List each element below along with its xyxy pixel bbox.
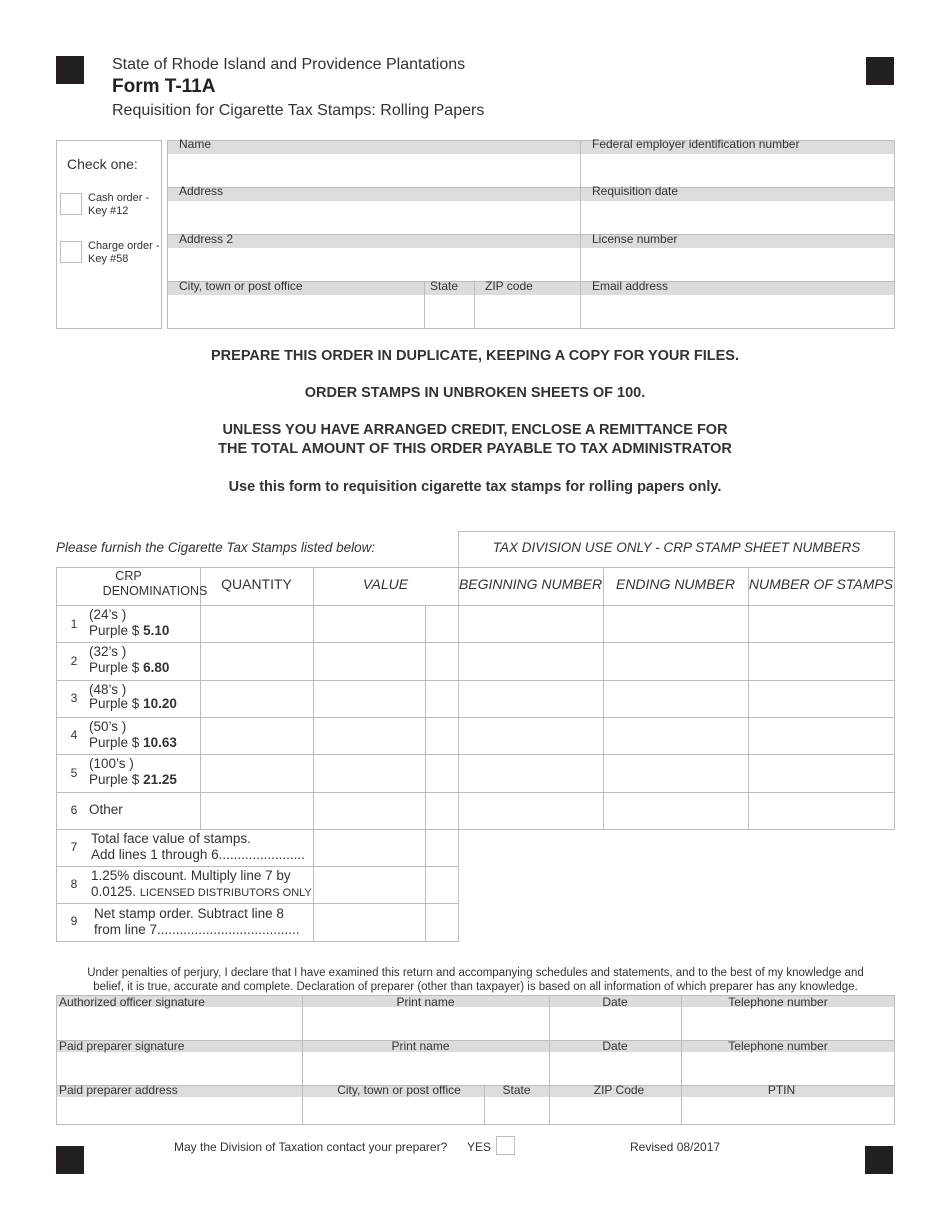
- charge-order-checkbox[interactable]: [60, 241, 82, 263]
- row-3-number: 3: [70, 691, 78, 705]
- row-4-denomination: (50’s ) Purple $ 10.63: [89, 719, 177, 750]
- form-subtitle: Requisition for Cigarette Tax Stamps: Rolling Papers: [112, 102, 485, 119]
- print-name-label-1: Print name: [396, 995, 455, 1009]
- value-col-head: VALUE: [362, 576, 409, 592]
- license-number-label: License number: [592, 232, 678, 246]
- state-label: State: [430, 279, 459, 293]
- state-name: State of Rhode Island and Providence Plantations: [112, 56, 466, 73]
- instruction-remittance-1: UNLESS YOU HAVE ARRANGED CREDIT, ENCLOSE A REMITTANCE FOR: [222, 422, 728, 438]
- preparer-city-field[interactable]: [303, 1098, 483, 1124]
- row-1-quantity-field[interactable]: [201, 606, 312, 642]
- address2-label: Address 2: [179, 232, 234, 246]
- contact-yes-checkbox[interactable]: [496, 1136, 515, 1155]
- zip-field[interactable]: [476, 296, 579, 327]
- contact-yes-label: YES: [467, 1140, 492, 1154]
- contact-preparer-question: May the Division of Taxation contact your preparer?: [174, 1140, 448, 1154]
- registration-mark-top-right: [866, 57, 894, 85]
- beginning-number-col-head: BEGINNING NUMBER: [458, 576, 603, 592]
- row-5-denomination: (100’s ) Purple $ 21.25: [89, 756, 177, 787]
- revised-date: Revised 08/2017: [630, 1140, 721, 1154]
- preparer-print-name-field[interactable]: [303, 1053, 548, 1085]
- email-label: Email address: [592, 279, 669, 293]
- charge-order-label-1: Charge order -: [88, 240, 160, 252]
- fein-label: Federal employer identification number: [592, 137, 800, 151]
- preparer-telephone-field[interactable]: [682, 1053, 894, 1085]
- registration-mark-bottom-right: [865, 1146, 893, 1174]
- row-2-denomination: (32’s ) Purple $ 6.80: [89, 644, 170, 675]
- row-3-value-field[interactable]: [314, 681, 425, 717]
- instruction-sheets: ORDER STAMPS IN UNBROKEN SHEETS OF 100.: [304, 385, 646, 401]
- authorized-telephone-field[interactable]: [682, 1008, 894, 1040]
- paid-preparer-address-label: Paid preparer address: [59, 1083, 178, 1097]
- preparer-zip-field[interactable]: [550, 1098, 680, 1124]
- row-9-label: Net stamp order. Subtract line 8 from line 7......................................: [94, 906, 300, 937]
- registration-mark-top-left: [56, 56, 84, 84]
- crp-col-head-1: CRP: [115, 569, 142, 583]
- row-9-number: 9: [70, 914, 78, 928]
- name-label: Name: [179, 137, 212, 151]
- crp-col-head-2: DENOMINATIONS: [102, 584, 208, 598]
- preparer-ptin-field[interactable]: [682, 1098, 894, 1124]
- date-label-2: Date: [602, 1039, 628, 1053]
- row-4-value-field[interactable]: [314, 718, 425, 754]
- print-name-label-2: Print name: [391, 1039, 450, 1053]
- form-title: Form T-11A: [112, 76, 216, 97]
- row-7-number: 7: [70, 840, 78, 854]
- row-3-denomination: (48’s ) Purple $ 10.20: [89, 682, 177, 711]
- cash-order-checkbox[interactable]: [60, 193, 82, 215]
- address-label: Address: [179, 184, 224, 198]
- address-field[interactable]: [169, 202, 579, 233]
- preparer-date-field[interactable]: [550, 1053, 680, 1085]
- furnish-text: Please furnish the Cigarette Tax Stamps listed below:: [56, 540, 376, 555]
- row-7-label: Total face value of stamps. Add lines 1 through 6.......................: [91, 831, 305, 862]
- charge-order-label-2: Key #58: [88, 253, 129, 265]
- preparer-signature-field[interactable]: [57, 1053, 301, 1085]
- authorized-signature-field[interactable]: [57, 1008, 301, 1040]
- name-field[interactable]: [169, 155, 579, 186]
- row-5-number: 5: [70, 766, 78, 780]
- row-9-value-field[interactable]: [314, 904, 425, 940]
- number-of-stamps-col-head: NUMBER OF STAMPS: [748, 576, 894, 592]
- requisition-date-label: Requisition date: [592, 184, 679, 198]
- row-4-quantity-field[interactable]: [201, 718, 312, 754]
- row-7-value-field[interactable]: [314, 830, 425, 866]
- row-1-number: 1: [70, 617, 78, 631]
- row-2-number: 2: [70, 654, 78, 668]
- telephone-label-1: Telephone number: [728, 995, 828, 1009]
- license-number-field[interactable]: [582, 249, 893, 280]
- row-2-quantity-field[interactable]: [201, 643, 312, 679]
- address2-field[interactable]: [169, 249, 579, 280]
- row-1-value-field[interactable]: [314, 606, 425, 642]
- row-5-value-field[interactable]: [314, 755, 425, 791]
- row-1-denomination: (24’s ) Purple $ 5.10: [89, 607, 170, 638]
- registration-mark-bottom-left: [56, 1146, 84, 1174]
- instruction-rolling-papers: Use this form to requisition cigarette tax stamps for rolling papers only.: [228, 479, 722, 495]
- cash-order-label-2: Key #12: [88, 205, 129, 217]
- email-field[interactable]: [582, 296, 893, 327]
- preparer-state-label: State: [502, 1083, 531, 1097]
- city-field[interactable]: [169, 296, 423, 327]
- tax-division-header: TAX DIVISION USE ONLY - CRP STAMP SHEET NUMBERS: [492, 540, 861, 555]
- row-8-number: 8: [70, 877, 78, 891]
- preparer-city-label: City, town or post office: [337, 1083, 461, 1097]
- row-2-value-field[interactable]: [314, 643, 425, 679]
- state-field[interactable]: [426, 296, 473, 327]
- ending-number-col-head: ENDING NUMBER: [615, 576, 735, 592]
- row-5-quantity-field[interactable]: [201, 755, 312, 791]
- authorized-date-field[interactable]: [550, 1008, 680, 1040]
- quantity-col-head: QUANTITY: [221, 576, 292, 592]
- preparer-zip-label: ZIP Code: [593, 1083, 645, 1097]
- preparer-state-field[interactable]: [485, 1098, 548, 1124]
- row-6-number: 6: [70, 803, 78, 817]
- instruction-remittance-2: THE TOTAL AMOUNT OF THIS ORDER PAYABLE TO TAX ADMINISTRATOR: [218, 441, 732, 457]
- telephone-label-2: Telephone number: [728, 1039, 828, 1053]
- row-8-value-field[interactable]: [314, 867, 425, 903]
- cash-order-label-1: Cash order -: [88, 192, 150, 204]
- ptin-label: PTIN: [767, 1083, 796, 1097]
- instruction-duplicate: PREPARE THIS ORDER IN DUPLICATE, KEEPING A COPY FOR YOUR FILES.: [211, 348, 739, 364]
- date-label-1: Date: [602, 995, 628, 1009]
- city-label: City, town or post office: [179, 279, 303, 293]
- paid-preparer-signature-label: Paid preparer signature: [59, 1039, 185, 1053]
- row-8-label: 1.25% discount. Multiply line 7 by 0.0125. LICENSED DISTRIBUTORS ONLY: [91, 868, 312, 899]
- fein-field[interactable]: [582, 155, 893, 186]
- row-6-value-field[interactable]: [314, 793, 425, 829]
- row-6-label: Other: [89, 802, 123, 817]
- preparer-address-field[interactable]: [57, 1098, 301, 1124]
- zip-label: ZIP code: [485, 279, 533, 293]
- requisition-date-field[interactable]: [582, 202, 893, 233]
- row-4-number: 4: [70, 728, 78, 742]
- row-6-quantity-field[interactable]: [201, 793, 312, 829]
- authorized-print-name-field[interactable]: [303, 1008, 548, 1040]
- row-3-quantity-field[interactable]: [201, 681, 312, 717]
- authorized-signature-label: Authorized officer signature: [59, 995, 205, 1009]
- check-one-title: Check one:: [67, 156, 138, 172]
- declaration-text: Under penalties of perjury, I declare that I have examined this return and accompanying schedules and statements, and to the best of my knowledge and belief, it is true, accurate and complete. Declaration of preparer (other than taxpayer) is based on all information of which preparer has any knowledge.: [87, 967, 864, 993]
